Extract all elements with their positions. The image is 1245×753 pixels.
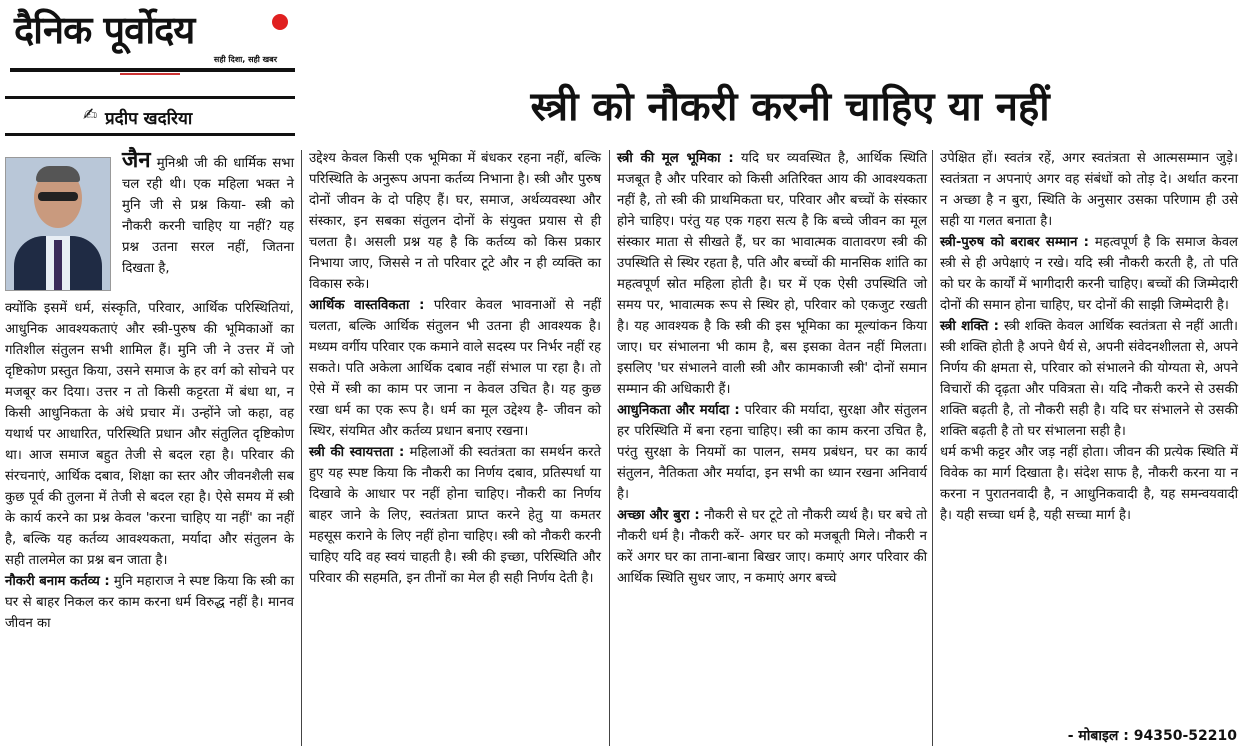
logo-sun-icon xyxy=(272,14,288,30)
subheading: आधुनिकता और मर्यादा : xyxy=(617,403,740,418)
paragraph: महत्वपूर्ण है कि समाज केवल स्त्री से ही अपेक्षाएं न रखे। यदि स्त्री नौकरी करती है, तो पति को घर के कार्यों में भागीदारी करनी चाहिए। बच्चों की जिम्मेदारी दोनों की समान होना चाहिए, घर दोनों की साझी जिम्मेदारी है। xyxy=(940,235,1238,313)
article-title: स्त्री को नौकरी करनी चाहिए या नहीं xyxy=(530,84,1050,130)
column-2 xyxy=(309,148,601,589)
author-name: प्रदीप खदरिया xyxy=(105,109,193,129)
paragraph: धर्म कभी कट्टर और जड़ नहीं होता। जीवन की प्रत्येक स्थिति में विवेक का मार्ग दिखाता है। संदेश साफ है, नौकरी करना या न करना न पुरातनवादी है, न आधुनिकवादी है, यह समन्वयवादी है। यही सच्चा धर्म है, यही सच्चा मार्ग है। xyxy=(940,445,1238,523)
subheading: स्त्री शक्ति : xyxy=(940,319,999,334)
paragraph: उपेक्षित हों। स्वतंत्र रहें, अगर स्वतंत्रता से आत्मसम्मान जुड़े। स्वतंत्रता न अपनाएं अगर वह संबंधों को तोड़ दे। अर्थात करना न अच्छा है न बुरा, स्थिति के अनुसार उसका परिणाम ही उसे सही या गलत बनाता है। xyxy=(940,151,1238,229)
author-photo xyxy=(5,157,111,291)
masthead-rule xyxy=(10,68,295,72)
drop-word: जैन xyxy=(122,148,151,173)
masthead xyxy=(10,4,295,76)
subheading: आर्थिक वास्तविकता : xyxy=(309,298,425,313)
paragraph: नौकरी से घर टूटे तो नौकरी व्यर्थ है। घर बचे तो नौकरी धर्म है। नौकरी करें- अगर घर को मजबूती मिले। नौकरी न करें अगर घर का ताना-बाना बिखर जाए। कमाएं अगर परिवार की आर्थिक स्थिति सुधर जाए, न कमाएं अगर बच्चे xyxy=(617,508,928,586)
column-rule xyxy=(609,150,610,746)
paragraph: मुनि महाराज ने स्पष्ट किया कि स्त्री का घर से बाहर निकल कर काम करना धर्म विरुद्ध नहीं है। मानव जीवन का xyxy=(5,574,294,631)
paragraph: यदि घर व्यवस्थित है, आर्थिक स्थिति मजबूत है और परिवार को किसी अतिरिक्त आय की आवश्यकता नहीं है, तो स्त्री की प्राथमिकता घर, परिवार और बच्चों के संस्कार होने चाहिए। परंतु यह एक गहरा सत्य है कि बच्चे जीवन का मूल संस्कार माता से सीखते हैं, घर का भावात्मक वातावरण स्त्री की उपस्थिति से स्थिर रहता है, पति और बच्चों की मानसिक शांति का महत्वपूर्ण स्रोत महिला होती है। घर में एक ऐसी उपस्थिति जो समय पर, भावात्मक रूप से स्थिर हो, परिवार को एकजुट रखती है। यह आवश्यक है कि स्त्री की इस भूमिका का मूल्यांकन किया जाए। घर संभालना भी काम है, बस इसका वेतन नहीं मिलता। इसलिए 'घर संभालने वाली स्त्री और कामकाजी स्त्री' दोनों समान सम्मान की अधिकारी हैं। xyxy=(617,151,927,397)
column-1-body xyxy=(5,298,294,634)
column-4 xyxy=(940,148,1238,526)
newspaper-logo: दैनिक पूर्वोदय xyxy=(14,7,195,52)
column-1-intro xyxy=(122,150,294,279)
paragraph: क्योंकि इसमें धर्म, संस्कृति, परिवार, आर्थिक परिस्थितियां, आधुनिक आवश्यकताएं और स्त्री-पुरुष की भूमिकाओं का गतिशील संतुलन सभी शामिल हैं। मुनि जी ने उत्तर में जो दृष्टिकोण प्रस्तुत किया, उसने समाज के हर वर्ग को सोचने पर मजबूर कर दिया। उत्तर न तो किसी कट्टरता में बंधा था, न किसी आधुनिकता के अंधे प्रचार में। उन्होंने जो कहा, वह यथार्थ पर आधारित, परिस्थिति प्रधान और संतुलित दृष्टिकोण था। आज समाज बहुत तेजी से बदल रहा है। परिवार की संरचनाएं, आर्थिक दबाव, शिक्षा का स्तर और जीवनशैली सब कुछ पूर्व की तुलना में तेजी से बदल रहा है। ऐसे समय में स्त्री के कार्य करने का प्रश्न केवल 'करना चाहिए या नहीं' का नहीं है, बल्कि यह कर्तव्य आवश्यकता, मर्यादा और संतुलन के सही तालमेल का प्रश्न बन जाता है। xyxy=(5,301,294,568)
column-rule xyxy=(932,150,933,746)
paragraph: परिवार की मर्यादा, सुरक्षा और संतुलन हर परिस्थिति में बना रहना चाहिए। स्त्री का काम करना उचित है, परंतु सुरक्षा के नियमों का पालन, समय प्रबंधन, घर का कार्य संतुलन, नैतिकता और मर्यादा, इन सभी का ध्यान रखना अनिवार्य है। xyxy=(617,403,927,502)
masthead-tagline: सही दिशा, सही खबर xyxy=(213,55,277,64)
paragraph: उद्देश्य केवल किसी एक भूमिका में बंधकर रहना नहीं, बल्कि परिस्थिति के अनुरूप अपना कर्तव्य निभाना है। स्त्री और पुरुष दोनों जीवन के दो पहिए हैं। घर, समाज, अर्थव्यवस्था और संस्कार, इन सबका संतुलन दोनों के संयुक्त प्रयास से ही चलता है। असली प्रश्न यह है कि कर्तव्य को किस प्रकार निभाया जाए, जिससे न तो परिवार टूटे और न ही व्यक्ति का विकास रुके। xyxy=(309,151,601,292)
masthead-accent-rule xyxy=(120,73,180,75)
author-mobile: - मोबाइल : 94350-52210 xyxy=(1067,728,1237,744)
subheading: नौकरी बनाम कर्तव्य : xyxy=(5,574,110,589)
column-rule xyxy=(301,150,302,746)
author-byline xyxy=(5,96,295,136)
paragraph: परिवार केवल भावनाओं से नहीं चलता, बल्कि आर्थिक संतुलन भी उतना ही आवश्यक है। मध्यम वर्गीय परिवार एक कमाने वाले सदस्य पर निर्भर नहीं रह सकते। पति अकेला आर्थिक दबाव नहीं संभाल पा रहा है। तो ऐसे में स्त्री का काम पर जाना न केवल उचित है। यह कुछ रखा धर्म का एक रूप है। धर्म का मूल उद्देश्य है- जीवन को स्थिर, संयमित और कर्तव्य प्रधान बनाए रखना। xyxy=(309,298,601,439)
subheading: स्त्री-पुरुष को बराबर सम्मान : xyxy=(940,235,1089,250)
paragraph: महिलाओं की स्वतंत्रता का समर्थन करते हुए यह स्पष्ट किया कि नौकरी का निर्णय दबाव, प्रतिस्पर्धा या दिखावे के आधार पर नहीं होना चाहिए। नौकरी का निर्णय बाहर जाने के लिए, स्वतंत्रता प्राप्त करने हेतु या कमतर महसूस कराने के लिए नहीं होना चाहिए। स्त्री को नौकरी करनी चाहिए यदि वह स्वयं चाहती है। स्त्री की इच्छा, परिस्थिति और परिवार की सहमति, इन तीनों का मेल ही सही निर्णय देती है। xyxy=(309,445,601,586)
subheading: स्त्री की मूल भूमिका : xyxy=(617,151,734,166)
paragraph: स्त्री शक्ति केवल आर्थिक स्वतंत्रता से नहीं आती। स्त्री शक्ति होती है अपने धैर्य से, अपनी संवेदनशीलता से, अपने निर्णय की क्षमता से, परिवार को संभालने की योग्यता से, अपने विचारों की दृढ़ता और पवित्रता से। यदि नौकरी करने से उसकी शक्ति बढ़ती है, तो नौकरी सही है। यदि घर संभालने से उसकी शक्ति बढ़ती है तो घर संभालना सही है। xyxy=(940,319,1238,439)
pen-icon: ✍ xyxy=(83,105,98,125)
subheading: स्त्री की स्वायत्तता : xyxy=(309,445,405,460)
column-3 xyxy=(617,148,927,589)
intro-text: मुनिश्री जी की धार्मिक सभा चल रही थी। एक महिला भक्त ने मुनि जी से प्रश्न किया- स्त्री को नौकरी करनी चाहिए या नहीं? यह प्रश्न उतना सरल नहीं, जितना दिखता है, xyxy=(122,156,294,276)
subheading: अच्छा और बुरा : xyxy=(617,508,700,523)
